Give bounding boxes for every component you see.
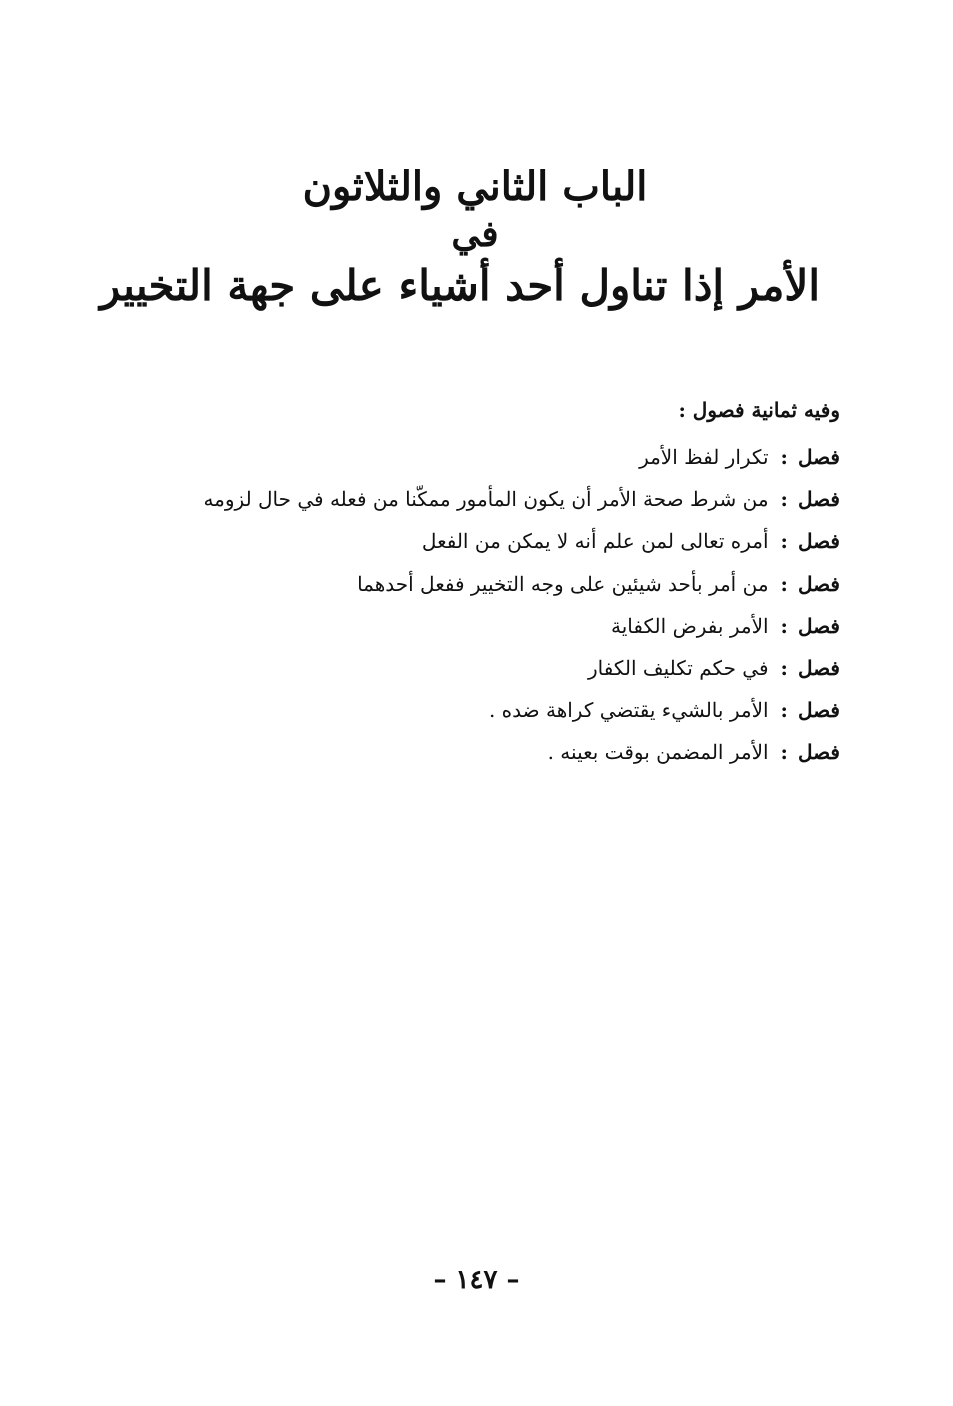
section-label: فصل [797, 487, 840, 512]
section-text: من أمر بأحد شيئين على وجه التخيير ففعل أحدهما [357, 571, 769, 596]
page-number: – ١٤٧ – [433, 1265, 520, 1295]
section-text: في حكم تكليف الكفار [587, 656, 769, 681]
chapter-heading [100, 163, 820, 310]
sections-list [160, 436, 840, 774]
section-separator: : [780, 613, 788, 638]
section-separator: : [780, 487, 788, 512]
section-label: فصل [797, 445, 840, 470]
section-text: الأمر المضمن بوقت بعينه . [547, 740, 769, 765]
section-label: فصل [797, 613, 840, 638]
section-item [160, 436, 840, 478]
section-label: فصل [797, 698, 840, 723]
section-label: فصل [797, 571, 840, 596]
section-label: فصل [797, 656, 840, 681]
section-text: أمره تعالى لمن علم أنه لا يمكن من الفعل [421, 529, 769, 554]
section-item [160, 689, 840, 731]
section-separator: : [780, 571, 788, 596]
section-text: الأمر بالشيء يقتضي كراهة ضده . [488, 698, 769, 723]
section-text: من شرط صحة الأمر أن يكون المأمور ممكّنا من فعله في حال لزومه [203, 487, 769, 512]
chapter-title: الباب الثاني والثلاثون [302, 163, 648, 210]
section-item [160, 605, 840, 647]
section-item [160, 478, 840, 520]
sections-intro: وفيه ثمانية فصول : [678, 398, 840, 422]
section-item [160, 731, 840, 773]
chapter-title-connector: في [451, 213, 499, 255]
section-separator: : [780, 698, 788, 723]
section-item [160, 563, 840, 605]
section-separator: : [780, 656, 788, 681]
section-item [160, 520, 840, 562]
section-text: تكرار لفظ الأمر [639, 445, 769, 470]
section-label: فصل [797, 740, 840, 765]
chapter-subtitle: الأمر إذا تناول أحد أشياء على جهة التخيير [100, 260, 820, 310]
section-separator: : [780, 740, 788, 765]
section-text: الأمر بفرض الكفاية [611, 613, 769, 638]
section-item [160, 647, 840, 689]
section-separator: : [780, 529, 788, 554]
section-separator: : [780, 445, 788, 470]
section-label: فصل [797, 529, 840, 554]
